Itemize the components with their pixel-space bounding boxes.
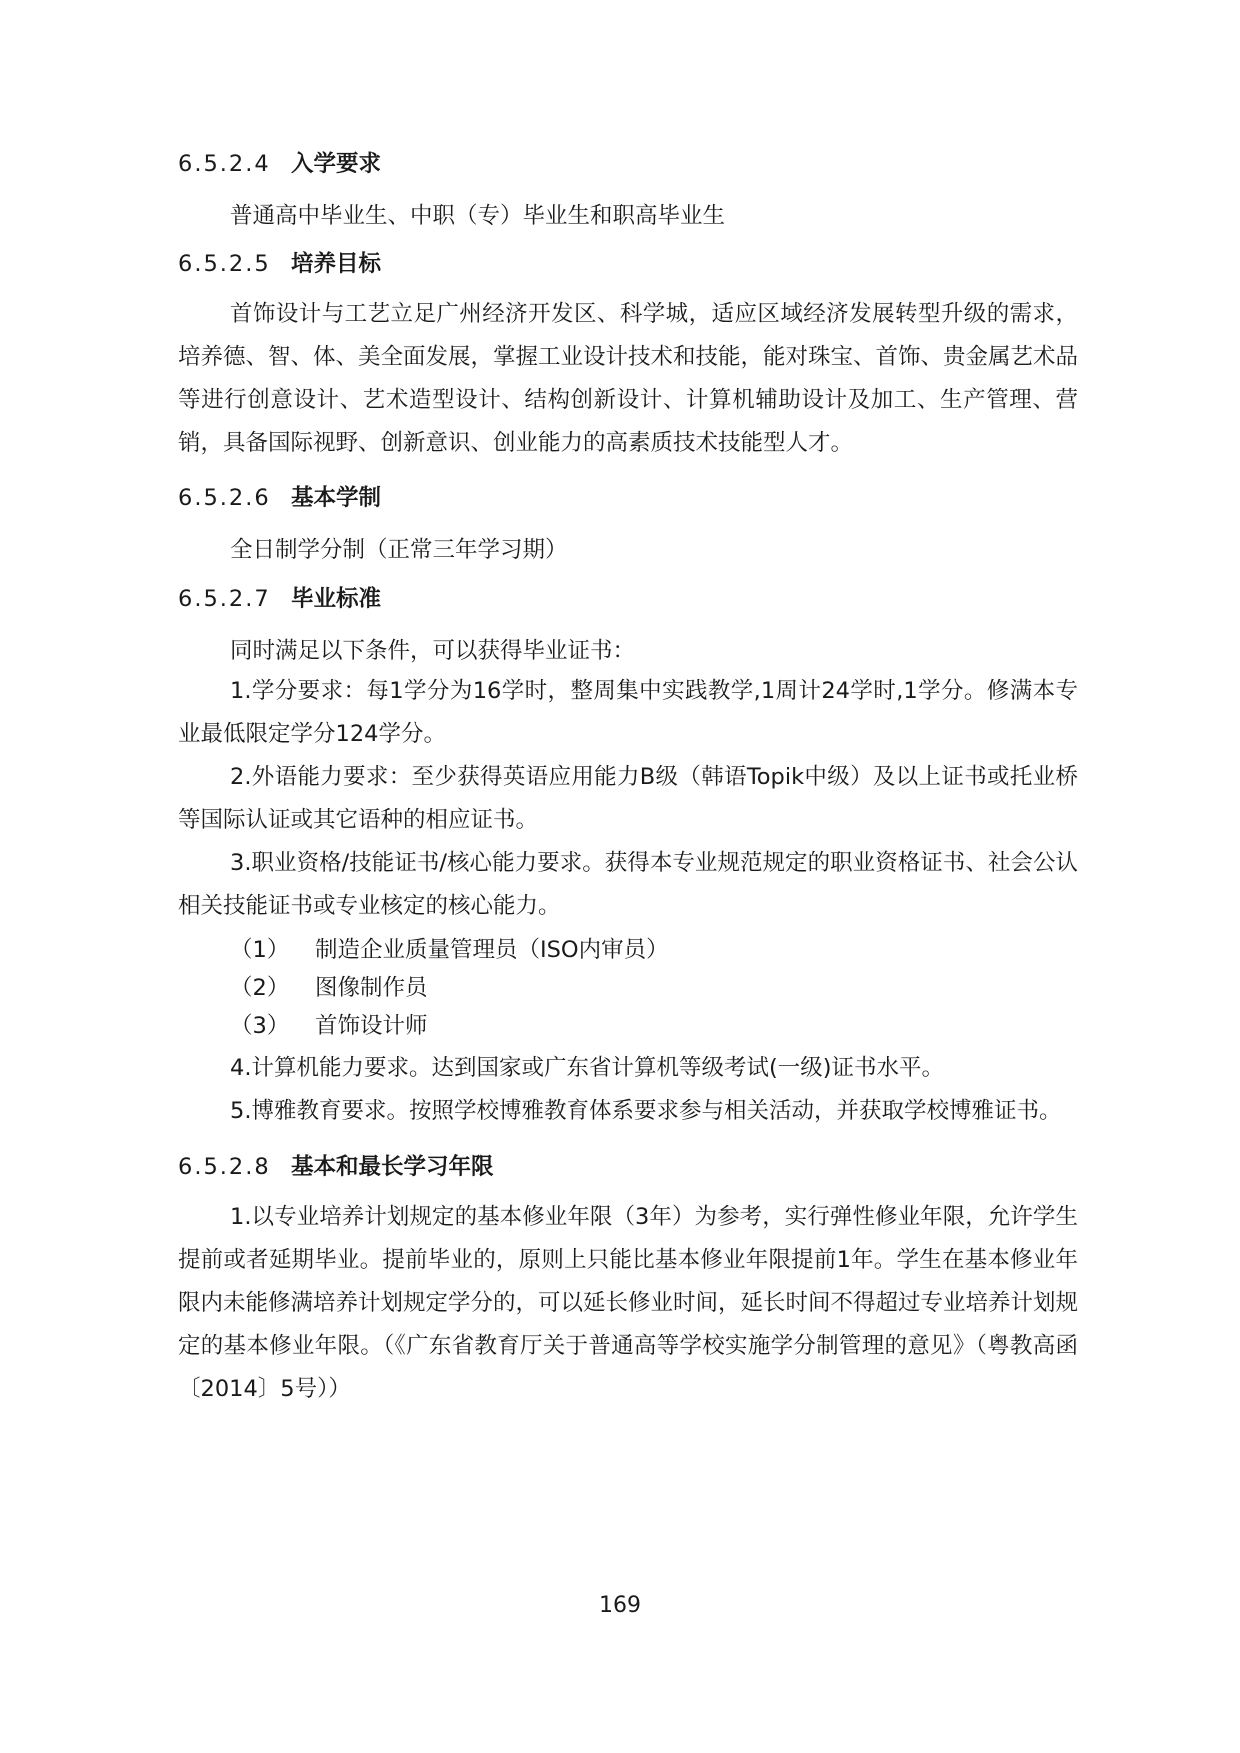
admission-text: 普通高中毕业生、中职（专）毕业生和职高毕业生 (230, 203, 726, 229)
section-title: 基本和最长学习年限 (291, 1154, 494, 1180)
list-marker: （1） (230, 937, 290, 963)
section-number: 6.5.2.4 (178, 151, 271, 177)
graduation-item-computer: 4.计算机能力要求。达到国家或广东省计算机等级考试(一级)证书水平。 (230, 1055, 945, 1081)
list-marker: （3） (230, 1013, 290, 1039)
section-heading-graduation (178, 583, 1078, 615)
schooling-text: 全日制学分制（正常三年学习期） (230, 537, 568, 563)
cert-list-item (178, 934, 1078, 966)
section-heading-study-years (178, 1151, 1078, 1183)
list-item-text: 制造企业质量管理员（ISO内审员） (315, 937, 669, 963)
section-number: 6.5.2.7 (178, 586, 271, 612)
list-item-text: 首饰设计师 (315, 1013, 428, 1039)
list-marker: （2） (230, 975, 290, 1001)
objective-paragraph: 首饰设计与工艺立足广州经济开发区、科学城，适应区域经济发展转型升级的需求，培养德、智、体、美全面发展，掌握工业设计技术和技能，能对珠宝、首饰、贵金属艺术品等进行创意设计、艺术造型设计、结构创新设计、计算机辅助设计及加工、生产管理、营销，具备国际视野、创新意识、创业能力的高素质技术技能型人才。 (178, 301, 1079, 456)
graduation-item-language: 2.外语能力要求：至少获得英语应用能力B级（韩语Topik中级）及以上证书或托业桥等国际认证或其它语种的相应证书。 (178, 764, 1078, 833)
section-number: 6.5.2.6 (178, 485, 271, 511)
study-years-paragraph: 1.以专业培养计划规定的基本修业年限（3年）为参考，实行弹性修业年限，允许学生提前或者延期毕业。提前毕业的，原则上只能比基本修业年限提前1年。学生在基本修业年限内未能修满培养计划规定学分的，可以延长修业时间，延长时间不得超过专业培养计划规定的基本修业年限。（《广东省教育厅关于普通高等学校实施学分制管理的意见》（粤教高函〔2014〕5号）） (178, 1204, 1079, 1402)
list-item-text: 图像制作员 (315, 975, 428, 1001)
section-heading-objective (178, 248, 1078, 280)
section-title: 毕业标准 (291, 586, 382, 612)
graduation-item-credits: 1.学分要求：每1学分为16学时，整周集中实践教学,1周计24学时,1学分。修满本专业最低限定学分124学分。 (178, 678, 1078, 747)
section-title: 培养目标 (291, 251, 382, 277)
section-heading-schooling (178, 482, 1078, 514)
page-number: 169 (599, 1593, 641, 1618)
cert-list-item (178, 1010, 1078, 1042)
section-title: 基本学制 (291, 485, 382, 511)
page-content (178, 148, 1078, 1411)
section-heading-admission (178, 148, 1078, 180)
graduation-item-certificates: 3.职业资格/技能证书/核心能力要求。获得本专业规范规定的职业资格证书、社会公认相关技能证书或专业核定的核心能力。 (178, 850, 1078, 919)
section-number: 6.5.2.5 (178, 251, 271, 277)
graduation-intro: 同时满足以下条件，可以获得毕业证书： (230, 638, 636, 664)
section-number: 6.5.2.8 (178, 1154, 271, 1180)
graduation-item-liberal-arts: 5.博雅教育要求。按照学校博雅教育体系要求参与相关活动，并获取学校博雅证书。 (230, 1098, 1062, 1124)
cert-list-item (178, 972, 1078, 1004)
section-title: 入学要求 (291, 151, 382, 177)
